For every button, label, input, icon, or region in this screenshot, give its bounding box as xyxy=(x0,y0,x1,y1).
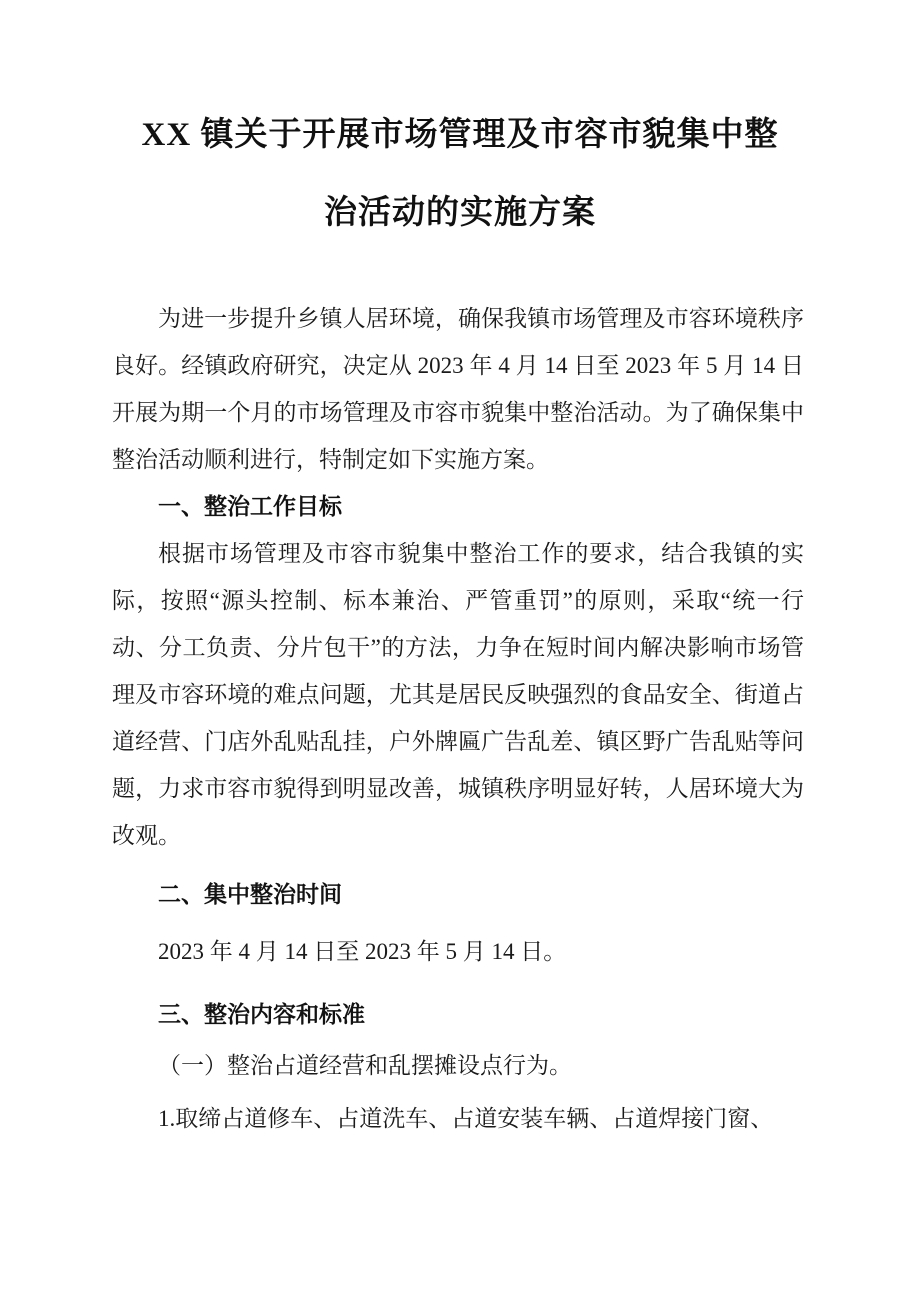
paragraph-intro: 为进一步提升乡镇人居环境，确保我镇市场管理及市容环境秩序良好。经镇政府研究，决定从 2023 年 4 月 14 日至 2023 年 5 月 14 日开展为期一个月的市场管理及市容市貌集中整治活动。为了确保集中整治活动顺利进行，特制定如下实施方案。 xyxy=(112,306,804,472)
paragraph-section-3-item-1: （一）整治占道经营和乱摆摊设点行为。 xyxy=(158,1053,572,1078)
document-title-line-1: XX 镇关于开展市场管理及市容市貌集中整 xyxy=(141,117,779,153)
document-title-line-2: 治活动的实施方案 xyxy=(324,195,596,231)
heading-section-2: 二、集中整治时间 xyxy=(158,882,342,907)
document-body xyxy=(112,295,804,1142)
document-title xyxy=(0,0,920,252)
paragraph-section-1-goals: 根据市场管理及市容市貌集中整治工作的要求，结合我镇的实际，按照“源头控制、标本兼治、严管重罚”的原则，采取“统一行动、分工负责、分片包干”的方法，力争在短时间内解决影响市场管理及市容环境的难点问题，尤其是居民反映强烈的食品安全、街道占道经营、门店外乱贴乱挂，户外牌匾广告乱差、镇区野广告乱贴等问题，力求市容市貌得到明显改善，城镇秩序明显好转，人居环境大为改观。 xyxy=(112,541,804,848)
heading-section-1: 一、整治工作目标 xyxy=(158,494,342,519)
paragraph-section-3-subitem-1: 1.取缔占道修车、占道洗车、占道安装车辆、占道焊接门窗、 xyxy=(158,1106,774,1131)
heading-section-3: 三、整治内容和标准 xyxy=(158,1002,365,1027)
paragraph-section-2-dates: 2023 年 4 月 14 日至 2023 年 5 月 14 日。 xyxy=(158,939,567,964)
